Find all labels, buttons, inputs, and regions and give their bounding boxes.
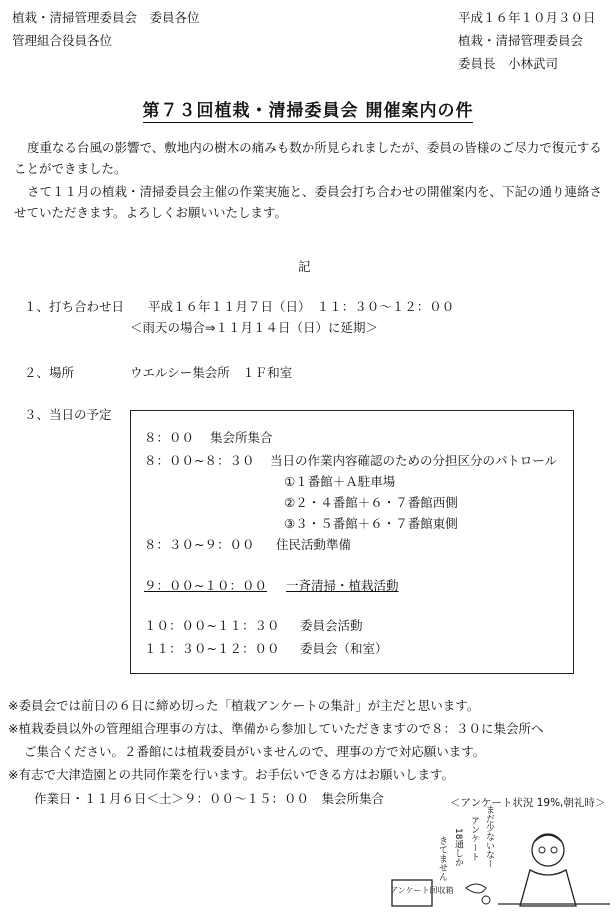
recipient-line-2: 管理組合役員各位 xyxy=(12,33,113,48)
sender-name: 委員長 小林武司 xyxy=(458,56,559,71)
item1-label: １、打ち合わせ日 xyxy=(24,299,125,314)
speech-bubble: きてません xyxy=(437,836,447,881)
illustration-caption: ＜アンケート状況 19%,朝礼時＞ xyxy=(450,797,606,809)
schedule-desc: 委員会（和室） xyxy=(300,641,388,656)
speech-bubble: アンケート xyxy=(469,816,479,861)
schedule-desc: 集会所集合 xyxy=(210,430,273,445)
item3-label: ３、当日の予定 xyxy=(24,407,112,422)
note-line: ※有志で大津造園との共同作業を行います。お手伝いできる方はお願いします。 xyxy=(8,767,454,782)
document-date: 平成１６年１０月３０日 xyxy=(458,10,596,25)
speech-bubble: まだ少ないなー xyxy=(484,805,494,868)
intro-paragraph-2: さて１１月の植栽・清掃委員会主催の作業実施と、委員会打ち合わせの開催案内を、下記の通り連絡させていただきます。よろしくお願いいたします。 xyxy=(14,184,603,220)
schedule-desc: 当日の作業内容確認のための分担区分のパトロール xyxy=(270,453,558,468)
sender-organization: 植栽・清掃管理委員会 xyxy=(458,33,584,48)
item2-label: ２、場所 xyxy=(24,365,75,380)
cartoon-illustration xyxy=(378,792,614,920)
item1-value: 平成１６年１１月７日（日） １１：３０～１２：００ xyxy=(148,299,455,314)
schedule-time: １１：３０~１２：００ xyxy=(144,641,280,656)
schedule-subitem: ①１番館＋Ａ駐車場 xyxy=(284,474,396,489)
item1-note: ＜雨天の場合⇒１１月１４日（日）に延期＞ xyxy=(130,320,378,335)
note-line: ご集合ください。２番館には植栽委員がいませんので、理事の方で対応願います。 xyxy=(24,744,486,759)
schedule-time: ８：００ xyxy=(144,430,195,445)
schedule-time: ８：３０~９：００ xyxy=(144,537,255,552)
ki-heading: 記 xyxy=(298,259,311,274)
note-line: ※植栽委員以外の管理組合理事の方は、準備から参加していただきますので８：３０に集会所へ xyxy=(8,721,544,736)
survey-box-label: アンケート回収箱 xyxy=(390,886,454,895)
schedule-subitem: ②２・４番館＋６・７番館西側 xyxy=(284,495,458,510)
schedule-desc: 住民活動準備 xyxy=(276,537,352,552)
schedule-desc: 委員会活動 xyxy=(300,618,363,633)
speech-bubble: 18通しか xyxy=(453,828,463,867)
work-date-line: 作業日・１１月６日＜土＞９：００～１５：００ 集会所集合 xyxy=(34,791,385,806)
schedule-desc: 一斉清掃・植栽活動 xyxy=(286,578,399,593)
item2-value: ウエルシー集会所 １Ｆ和室 xyxy=(130,365,293,380)
schedule-time: ８：００~８：３０ xyxy=(144,453,255,468)
page-title: 第７３回植栽・清掃委員会 開催案内の件 xyxy=(142,101,474,121)
schedule-time: １０：００~１１：３０ xyxy=(144,618,280,633)
note-line: ※委員会では前日の６日に締め切った「植栽アンケートの集計」が主だと思います。 xyxy=(8,698,480,713)
schedule-time: ９：００~１０：００ xyxy=(144,578,267,593)
recipient-line-1: 植栽・清掃管理委員会 委員各位 xyxy=(12,10,200,25)
schedule-subitem: ③３・５番館＋６・７番館東側 xyxy=(284,516,458,531)
intro-paragraph-1: 度重なる台風の影響で、敷地内の樹木の痛みも数か所見られましたが、委員の皆様のご尽力で復元することができました。 xyxy=(14,140,602,176)
